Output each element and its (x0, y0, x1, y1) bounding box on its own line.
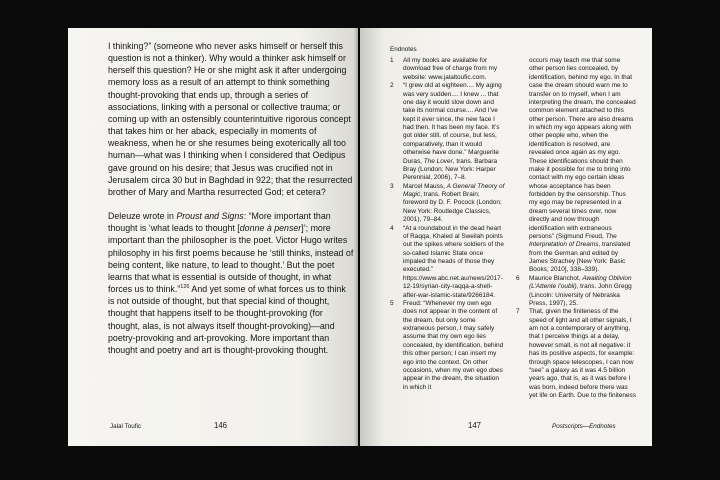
endnote-text-run: Maurice Blanchot, (529, 274, 583, 282)
endnote-text-run: , translated from the German and edited by James Strachey [New York: Basic Books, 2010], 338–339). (529, 241, 631, 274)
endnote-5-continued (516, 57, 636, 275)
endnote-book-title: A General Theory of Magic (403, 182, 505, 198)
endnote-number: 7 (516, 308, 520, 316)
endnote-text (403, 82, 505, 183)
endnote-text-run: Marcel Mauss, (403, 182, 447, 190)
endnote-number: 2 (390, 82, 394, 90)
endnote-text-run: , trans. Barbara Bray (London; New York: Harper Perennial, 2006), 7–8. (403, 157, 498, 182)
author-name: Jalal Toufic (110, 423, 142, 430)
endnote-text-run: Freud: “Whenever my own ego does not appear in the content of the dream, but only some extraneous person, I may safely assume that my own ego lies concealed, by identification, behind this other person; I can insert my ego into the context. On other occasions, when my own ego (403, 299, 504, 374)
endnote-text: “At a roundabout in the dead heart of Raqqa, Khaled al Sweilah points out the spikes where soldiers of the so-called Islamic State once impaled the heads of those they executed.” https://www.abc.net.au/news/2017-12-19/syrian-city-raqqa-a-shell-after-war-islamic-state/9266184. (403, 224, 504, 299)
endnote-text-run: occurs may teach me that some other person lies concealed, by identification, behind my ego. In that case the dream should warn me to transfer on to myself, when I am interpreting the dream, the concealed common element attached to this other person. There are also dreams in which my ego appears along with other people who, when the identification is resolved, are revealed once again as my ego. These identifications should then make it possible for me to bring into contact with my ego certain ideas whose acceptance has been forbidden by the censorship. Thus my ego may be represented in a dream several times over, now directly and now through identification with extraneous persons” (Sigmund Freud, (529, 57, 636, 240)
endnote-emphasis: does (488, 366, 503, 374)
endnote-text-run: , trans. John Gregg (Lincoln: University of Nebraska Press, 1997), 25. (529, 283, 632, 307)
endnote-1 (390, 57, 505, 82)
endnote-number: 3 (390, 182, 394, 190)
footnote-ref: 126 (180, 284, 190, 291)
endnote-text-run: appear in the dream, the situation in which it (403, 375, 499, 391)
endnote-6 (516, 275, 636, 309)
right-page (360, 28, 652, 446)
endnote-number: 6 (516, 274, 520, 282)
left-page (68, 28, 358, 446)
endnote-book-title: Awaiting Oblivion (L’Attente l’oubli) (529, 274, 632, 291)
endnote-4 (390, 225, 505, 300)
endnote-text (529, 275, 636, 309)
endnote-text: That, given the finiteness of the speed of light and all other signals, I am not a contemporary of anything, that I perceive things at a delay, however small, is not all negative: it has its positive aspects, for example: through space telescopes, I can now “see” a galaxy as it was 4.5 billion years ago, that is, as it was before I was born, indeed before there was yet life on Earth. Due to the finiteness (529, 308, 636, 399)
paragraph-1: I thinking?” (someone who never asks himself or herself this question is not a thinker). Why would a thinker ask himself or herself this question? He or she might ask it after undergoing memory loss as a result of an attempt to think something thought-provoking that ends up, through a series of associations, linking with a personal or collective trauma; or coming up with an ostensibly counterintuitive rigorous concept that takes him or her aback, especially in moments of weakness, when he or she resumes being exoterically all too human—what was I thinking when I considered that Oedipus gave ground on his desire; that Jesus was crucified not in Jerusalem circa 30 but in Baghdad in 922; that the resurrected brother of Mary and Martha resurrected God; et cetera? (108, 41, 353, 197)
p2-run-2: : “More important than thought is ‘what leads to thought [ (108, 211, 331, 234)
endnote-text (403, 183, 505, 225)
endnote-text (529, 57, 636, 275)
endnote-text (403, 300, 505, 392)
endnote-5 (390, 300, 505, 392)
p2-run-3: ]’; more important than the philosopher is the poet. Victor Hugo writes philosophy in his first poems because he ‘still thinks, instead of being content, like nature, to lead to thought.’ But the poet learns that what is essential is outside of thought, in what forces us to think.” (108, 223, 354, 295)
endnote-3 (390, 183, 505, 225)
endnote-number: 1 (390, 57, 394, 64)
p2-run-4: And yet some of what forces us to think is not outside of thought, but that special kind of thought, thought that happens itself to be thought-provoking (for thought, alas, is not always itself thought-provoking)—and poetry-provoking and art-provoking. More important than thought and poetry and art is thought-provoking thought. (108, 284, 346, 355)
endnote-book-title: The Lover (423, 157, 453, 165)
p2-run-1: Deleuze wrote in (108, 211, 177, 222)
endnotes-heading: Endnotes (390, 46, 417, 53)
right-page-number: 147 (468, 421, 482, 430)
endnote-text-run: “I grew old at eighteen.... My aging was very sudden.... I knew ... that one day it would slow down and take its normal course.... And I’ve kept it ever since, the new face I had then. It has been my face. It’s got older still, of course, but less, comparatively, than it would otherwise have done.” Marguerite Duras, (403, 82, 502, 165)
left-page-number: 146 (214, 421, 228, 430)
endnote-book-title: The Interpretation of Dreams (529, 232, 617, 249)
endnotes-column-2 (516, 57, 636, 400)
p2-book-title: Proust and Signs (176, 211, 244, 222)
paragraph-2 (108, 210, 354, 356)
endnote-2 (390, 82, 505, 183)
left-body-text (108, 40, 354, 368)
running-title: Postscripts—Endnotes (552, 423, 616, 430)
endnote-number: 5 (390, 299, 394, 307)
endnote-number (516, 57, 529, 275)
endnotes-column-1 (390, 57, 505, 392)
endnote-text: All my books are available for download free of charge from my website: www.jalaltoufic.com. (403, 57, 498, 81)
endnote-7 (516, 308, 636, 400)
endnote-text-run: , trans. Robert Brain; foreword by D. F. Pocock (London; New York: Routledge Classics, 2001), 79–84. (403, 191, 502, 224)
endnote-number: 4 (390, 224, 394, 232)
p2-french-phrase: donne à penser (239, 223, 302, 234)
